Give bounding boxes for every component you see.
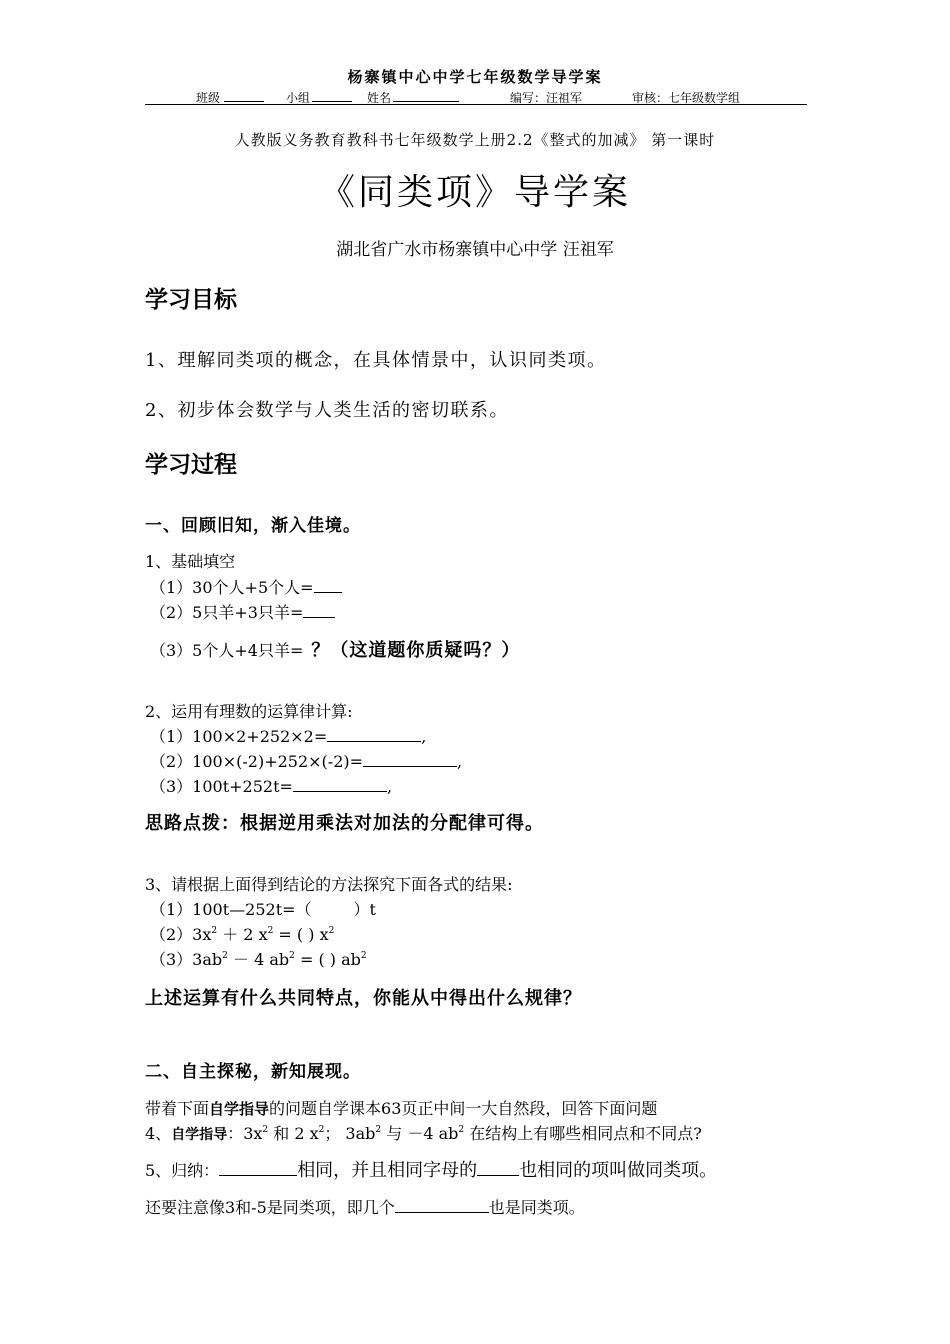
answer-blank [314,578,342,593]
answer-blank [327,727,421,742]
header-divider [145,104,807,105]
answer-blank [363,752,457,767]
q5-item: 5、归纳： 相同，并且相同字母的 也相同的项叫做同类项。 [145,1160,718,1181]
q3-item-1: （1）100t—252t=（ ）t [150,900,376,919]
q1-question-note: ？（这道题你质疑吗？） [311,640,521,661]
group-blank [312,89,352,102]
pattern-question: 上述运算有什么共同特点，你能从中得出什么规律？ [145,988,582,1009]
class-blank [224,89,264,102]
note-item: 还要注意像3和-5是同类项，即几个 也是同类项。 [145,1198,585,1217]
q1-item-1: （1）30个人+5个人= [150,575,342,598]
q2-item-3: （3）100t+252t= , [150,777,393,796]
q1-item-2: （2）5只羊+3只羊= [150,600,335,623]
answer-blank [303,603,335,618]
editor-label: 编写：汪祖军 [510,91,583,105]
name-blank [393,89,459,102]
q2-item-2: （2）100×(-2)+252×(-2)= , [150,752,463,771]
goal-item-2: 2、初步体会数学与人类生活的密切联系。 [145,400,509,421]
q3-item-2: $(2)3x^2 + 2$ $x^2$ = ( ) $x^2$ [150,925,335,944]
q2-title: 2、运用有理数的运算律计算: [145,702,353,721]
q3-title: 3、请根据上面得到结论的方法探究下面各式的结果: [145,875,513,894]
section1-heading: 一、回顾旧知，渐入佳境。 [145,516,361,536]
answer-blank [293,777,387,792]
q3-item-3: $(3)3ab^2 - 4$ $ab^2$ = ( ) $ab^2$ [150,950,367,969]
q1-title: 1、基础填空 [145,552,236,571]
textbook-subtitle: 人教版义务教育教科书七年级数学上册2.2《整式的加减》 第一课时 [234,131,716,149]
author-line: 湖北省广水市杨寨镇中心中学 汪祖军 [336,240,614,260]
group-label: 小组 [286,91,311,105]
page-title: 《同类项》导学案 [318,172,631,213]
answer-blank [395,1198,489,1213]
goals-heading: 学习目标 [145,287,237,313]
section2-heading: 二、自主探秘，新知展现。 [145,1062,361,1082]
answer-blank [219,1161,297,1176]
name-label: 姓名 [367,91,392,105]
q2-item-1: （1）100×2+252×2= , [150,727,427,746]
answer-blank [477,1161,519,1176]
hint-text: 思路点拨：根据逆用乘法对加法的分配律可得。 [145,813,544,834]
goal-item-1: 1、理解同类项的概念，在具体情景中，认识同类项。 [145,350,607,371]
process-heading: 学习过程 [145,452,237,478]
school-title: 杨寨镇中心中学七年级数学导学案 [347,68,603,86]
q1-item-3: （3）5个人+4只羊= ？（这道题你质疑吗？） [150,640,521,661]
q4-item: 4、自学指导：$3x^2$ 和 2 $x^2$； $3ab^2$ 与 －4 $ab^2$ 在结构上有哪些相同点和不同点? [145,1124,702,1143]
class-label: 班级 [196,91,221,105]
self-study-intro: 带着下面自学指导的问题自学课本63页正中间一大自然段，回答下面问题 [145,1099,658,1118]
reviewer-label: 审核：七年级数学组 [632,91,741,105]
